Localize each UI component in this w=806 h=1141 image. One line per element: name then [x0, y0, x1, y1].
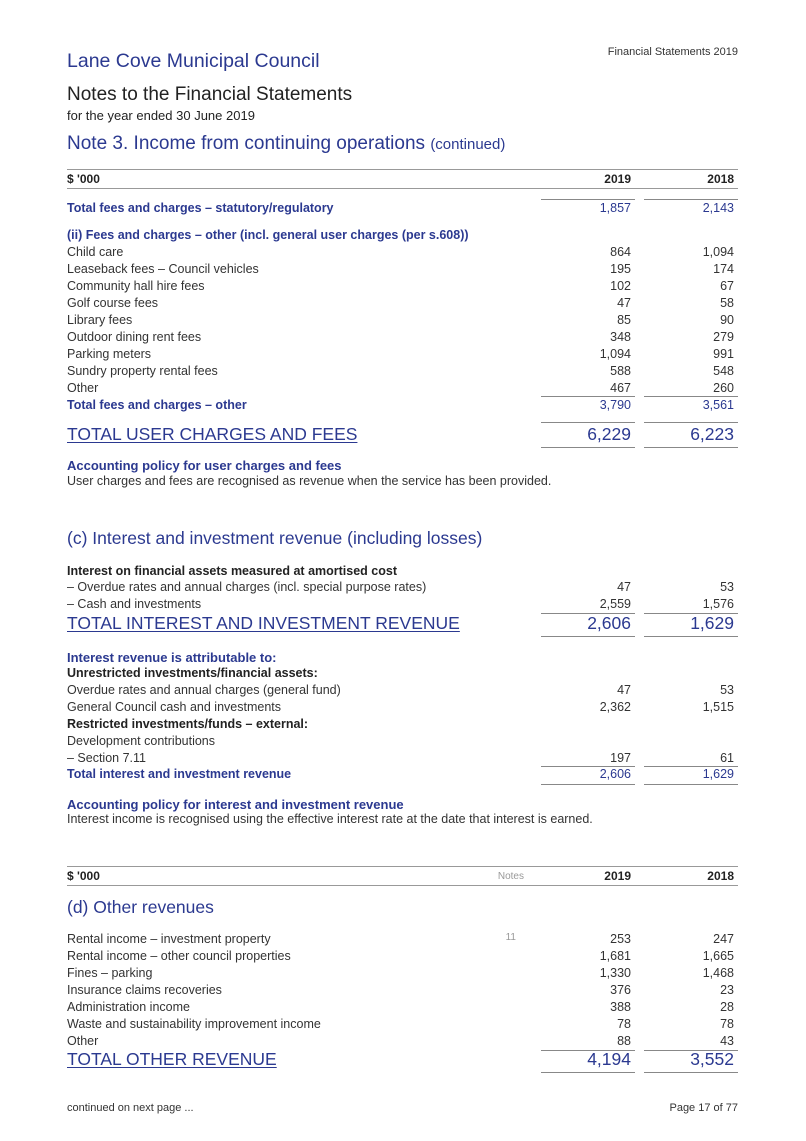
row-label: Outdoor dining rent fees — [67, 330, 202, 344]
row-label: Child care — [67, 245, 124, 259]
year-line: for the year ended 30 June 2019 — [67, 108, 255, 123]
table-header — [67, 866, 738, 886]
row-label: Community hall hire fees — [67, 279, 205, 293]
row-label: Unrestricted investments/financial assets: — [67, 666, 318, 680]
table-row — [67, 949, 738, 966]
table-row — [67, 683, 738, 700]
rule — [541, 396, 635, 397]
rule — [541, 422, 635, 423]
value-2019: 388 — [610, 1000, 631, 1014]
table-row — [67, 364, 738, 381]
interest-attr-total-row — [67, 767, 738, 784]
table-row — [67, 700, 738, 717]
row-label: Restricted investments/funds – external: — [67, 717, 309, 731]
row-label: Waste and sustainability improvement income — [67, 1017, 321, 1031]
value-2018: 90 — [720, 313, 734, 327]
value-2018: 78 — [720, 1017, 734, 1031]
statutory-total-row — [67, 201, 738, 218]
notes-title: Notes to the Financial Statements — [67, 84, 353, 105]
table-row — [67, 597, 738, 614]
value-2019: 467 — [610, 381, 631, 395]
table-row — [67, 347, 738, 364]
unrestricted-heading — [67, 666, 738, 683]
col-unit: $ '000 — [67, 869, 100, 883]
row-label: Parking meters — [67, 347, 152, 361]
other-fees-total-row — [67, 398, 738, 415]
value-2019: 348 — [610, 330, 631, 344]
value-2018: 1,629 — [702, 767, 734, 781]
table-row — [67, 1000, 738, 1017]
value-2018: 58 — [720, 296, 734, 310]
value-2019: 6,229 — [587, 424, 631, 444]
value-2019: 2,606 — [587, 613, 631, 633]
rule — [541, 447, 635, 448]
row-label: TOTAL USER CHARGES AND FEES — [67, 424, 358, 444]
col-notes: Notes — [497, 871, 524, 882]
value-2019: 376 — [610, 983, 631, 997]
row-label: Total interest and investment revenue — [67, 767, 292, 781]
row-label: Development contributions — [67, 734, 215, 748]
value-2019: 1,857 — [599, 201, 631, 215]
table-row — [67, 983, 738, 1000]
value-2019: 78 — [617, 1017, 631, 1031]
table-row — [67, 279, 738, 296]
rule — [644, 447, 738, 448]
policy-text: User charges and fees are recognised as revenue when the service has been provided. — [67, 474, 552, 488]
value-2019: 2,559 — [599, 597, 631, 611]
row-label: TOTAL INTEREST AND INVESTMENT REVENUE — [67, 613, 460, 633]
restricted-heading — [67, 717, 738, 734]
footer-continued: continued on next page ... — [67, 1102, 194, 1114]
value-2019: 2,362 — [599, 700, 631, 714]
row-label: – Cash and investments — [67, 597, 202, 611]
row-label: Administration income — [67, 1000, 190, 1014]
row-label: Fines – parking — [67, 966, 153, 980]
attributable-heading: Interest revenue is attributable to: — [67, 650, 277, 665]
rule — [644, 636, 738, 637]
value-2019: 197 — [610, 751, 631, 765]
value-2018: 1,576 — [702, 597, 734, 611]
organisation-name: Lane Cove Municipal Council — [67, 50, 320, 72]
rule — [541, 636, 635, 637]
table-header — [67, 169, 738, 189]
value-2019: 88 — [617, 1034, 631, 1048]
rule — [644, 422, 738, 423]
row-label: Overdue rates and annual charges (general fund) — [67, 683, 341, 697]
row-label: TOTAL OTHER REVENUE — [67, 1049, 277, 1069]
value-2018: 61 — [720, 751, 734, 765]
value-2019: 3,790 — [599, 398, 631, 412]
rule — [644, 396, 738, 397]
total-other-revenue-row — [67, 1049, 738, 1071]
row-label: Leaseback fees – Council vehicles — [67, 262, 259, 276]
value-2018: 2,143 — [702, 201, 734, 215]
col-2019: 2019 — [604, 869, 631, 883]
row-label: Interest on financial assets measured at amortised cost — [67, 564, 397, 578]
footer-page-number: Page 17 of 77 — [669, 1102, 738, 1114]
policy-text: Interest income is recognised using the effective interest rate at the date that interest is earned. — [67, 812, 593, 826]
policy-heading: Accounting policy for user charges and fees — [67, 458, 342, 473]
rule — [541, 199, 635, 200]
value-2018: 1,665 — [702, 949, 734, 963]
value-2018: 991 — [713, 347, 734, 361]
col-2018: 2018 — [707, 172, 734, 186]
table-row — [67, 313, 738, 330]
row-label: General Council cash and investments — [67, 700, 282, 714]
row-label: Golf course fees — [67, 296, 159, 310]
other-revenues-title: (d) Other revenues — [67, 897, 214, 917]
value-2018: 23 — [720, 983, 734, 997]
value-2018: 67 — [720, 279, 734, 293]
value-2018: 3,561 — [702, 398, 734, 412]
row-label: – Section 7.11 — [67, 751, 146, 765]
value-2019: 1,094 — [599, 347, 631, 361]
table-row — [67, 245, 738, 262]
value-2019: 253 — [610, 932, 631, 946]
table-row — [67, 580, 738, 597]
rule — [541, 784, 635, 785]
value-2018: 1,468 — [702, 966, 734, 980]
value-2018: 279 — [713, 330, 734, 344]
interest-section-title: (c) Interest and investment revenue (including losses) — [67, 528, 483, 548]
value-2019: 1,330 — [599, 966, 631, 980]
row-label: Total fees and charges – statutory/regulatory — [67, 201, 334, 215]
value-2019: 47 — [617, 580, 631, 594]
value-2019: 2,606 — [599, 767, 631, 781]
total-interest-row — [67, 613, 738, 635]
value-2019: 195 — [610, 262, 631, 276]
value-2018: 43 — [720, 1034, 734, 1048]
value-2018: 1,629 — [690, 613, 734, 633]
rule — [644, 1072, 738, 1073]
row-label: Rental income – other council properties — [67, 949, 291, 963]
row-label: Library fees — [67, 313, 133, 327]
value-2019: 864 — [610, 245, 631, 259]
table-row — [67, 966, 738, 983]
row-label: Rental income – investment property — [67, 932, 271, 946]
rule — [541, 1072, 635, 1073]
note-ref: 11 — [505, 932, 516, 943]
policy-heading: Accounting policy for interest and investment revenue — [67, 797, 404, 812]
total-user-charges-row — [67, 424, 738, 446]
value-2019: 102 — [610, 279, 631, 293]
row-label: Other — [67, 1034, 99, 1048]
value-2018: 1,094 — [702, 245, 734, 259]
interest-heading — [67, 564, 738, 581]
value-2018: 260 — [713, 381, 734, 395]
value-2018: 247 — [713, 932, 734, 946]
document-title: Financial Statements 2019 — [607, 46, 738, 58]
value-2019: 47 — [617, 683, 631, 697]
value-2018: 1,515 — [702, 700, 734, 714]
row-label: Sundry property rental fees — [67, 364, 218, 378]
col-2019: 2019 — [604, 172, 631, 186]
value-2018: 548 — [713, 364, 734, 378]
table-row — [67, 932, 738, 949]
table-row — [67, 262, 738, 279]
table-row — [67, 381, 738, 398]
value-2019: 85 — [617, 313, 631, 327]
value-2019: 1,681 — [599, 949, 631, 963]
note-title-suffix: (continued) — [430, 136, 506, 153]
row-label: Total fees and charges – other — [67, 398, 247, 412]
value-2019: 588 — [610, 364, 631, 378]
note-title — [67, 133, 505, 155]
rule — [644, 784, 738, 785]
value-2018: 3,552 — [690, 1049, 734, 1069]
row-label: – Overdue rates and annual charges (incl. special purpose rates) — [67, 580, 427, 594]
value-2019: 4,194 — [587, 1049, 631, 1069]
dev-contrib-label — [67, 734, 738, 751]
table-row — [67, 330, 738, 347]
row-label: Insurance claims recoveries — [67, 983, 222, 997]
other-fees-heading — [67, 228, 738, 245]
value-2018: 28 — [720, 1000, 734, 1014]
table-row — [67, 296, 738, 313]
row-label: Other — [67, 381, 99, 395]
value-2019: 47 — [617, 296, 631, 310]
value-2018: 6,223 — [690, 424, 734, 444]
value-2018: 53 — [720, 683, 734, 697]
value-2018: 53 — [720, 580, 734, 594]
col-2018: 2018 — [707, 869, 734, 883]
note-title-text: Note 3. Income from continuing operations — [67, 133, 426, 154]
table-row — [67, 1017, 738, 1034]
table-row — [67, 751, 738, 768]
row-label: (ii) Fees and charges – other (incl. general user charges (per s.608)) — [67, 228, 469, 242]
rule — [644, 199, 738, 200]
col-unit: $ '000 — [67, 172, 100, 186]
value-2018: 174 — [713, 262, 734, 276]
